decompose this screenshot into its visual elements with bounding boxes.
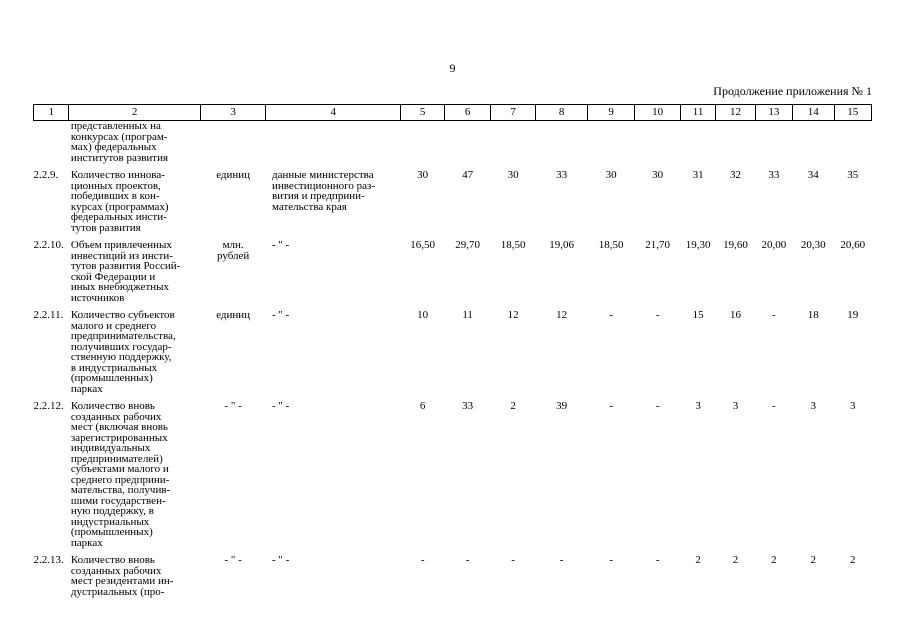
indicator-name: Количество субъектов малого и среднего предпринимательства, получивших государ- ственную поддержку, в индустриальных (промышленных) парках [70, 309, 176, 395]
value-cell [400, 121, 444, 164]
table-row [34, 303, 872, 394]
indicators-table [33, 104, 872, 597]
unit-of-measure: - " - [224, 400, 242, 412]
value-cell: - [609, 554, 613, 566]
unit-of-measure [200, 121, 266, 164]
value-cell [536, 121, 588, 164]
value-cell [490, 121, 535, 164]
value-cell: 3 [695, 400, 701, 412]
value-cell: 2 [695, 554, 701, 566]
value-cell: 3 [732, 400, 739, 412]
page-number: 9 [449, 61, 456, 75]
unit-of-measure: единиц [216, 169, 251, 181]
value-cell: 16,50 [410, 239, 436, 251]
value-cell [755, 121, 792, 164]
row-number [34, 121, 69, 164]
col-header-1: 1 [34, 105, 69, 121]
value-cell: 47 [462, 169, 474, 181]
value-cell: - [465, 554, 470, 566]
continuation-label: Продолжение приложения № 1 [713, 84, 872, 98]
value-cell: 11 [462, 309, 473, 321]
col-header-8: 8 [536, 105, 588, 121]
value-cell: 15 [692, 309, 704, 321]
value-cell: 18,50 [500, 239, 526, 251]
value-cell: 20,30 [800, 239, 826, 251]
value-cell [716, 121, 755, 164]
value-cell: 31 [692, 169, 704, 181]
value-cell: - [609, 309, 613, 321]
indicator-name: Объем привлеченных инвестиций из инсти- тутов развития Россий- ской Федерации и иных внебюджетных источников [70, 239, 181, 304]
indicator-name: Количество вновь созданных рабочих мест резидентами ин- дустриальных (про- [70, 554, 174, 598]
value-cell: 2 [810, 554, 817, 566]
col-header-3: 3 [200, 105, 266, 121]
table-body [34, 121, 872, 598]
unit-of-measure: единиц [216, 309, 251, 321]
value-cell: - [772, 400, 776, 412]
value-cell: 19,60 [723, 239, 748, 251]
row-number: 2.2.12. [33, 400, 64, 412]
row-number: 2.2.13. [33, 554, 64, 566]
data-source: - " - [271, 554, 290, 566]
col-header-11: 11 [680, 105, 715, 121]
value-cell: 12 [556, 309, 568, 321]
col-header-9: 9 [587, 105, 635, 121]
table-row [34, 233, 872, 303]
data-source: - " - [271, 400, 290, 412]
data-source: данные министерства инвестиционного раз- вития и предприни- мательства края [271, 169, 376, 213]
value-cell: - [420, 554, 425, 566]
unit-of-measure: - " - [224, 554, 242, 566]
value-cell: 30 [417, 169, 429, 181]
value-cell: - [609, 400, 613, 412]
value-cell: 2 [510, 400, 516, 412]
col-header-13: 13 [755, 105, 792, 121]
value-cell: 33 [556, 169, 568, 181]
row-number: 2.2.9. [33, 169, 59, 181]
row-number: 2.2.11. [33, 309, 64, 321]
value-cell: 3 [850, 400, 856, 412]
data-source: - " - [271, 309, 290, 321]
value-cell: 29,70 [455, 239, 480, 251]
value-cell: 32 [729, 169, 741, 181]
value-cell: 3 [810, 400, 817, 412]
value-cell: 16 [729, 309, 741, 321]
value-cell [793, 121, 834, 164]
value-cell: 18 [807, 309, 819, 321]
unit-of-measure: млн. рублей [216, 239, 250, 262]
col-header-5: 5 [400, 105, 444, 121]
value-cell: 39 [556, 400, 568, 412]
col-header-7: 7 [490, 105, 535, 121]
value-cell: 19,06 [549, 239, 574, 251]
col-header-2: 2 [69, 105, 200, 121]
data-source [266, 121, 400, 164]
value-cell: - [511, 554, 515, 566]
value-cell: 18,50 [598, 239, 624, 251]
value-cell: 20,60 [840, 239, 866, 251]
value-cell: - [655, 309, 660, 321]
col-header-14: 14 [793, 105, 834, 121]
table-row [34, 394, 872, 548]
value-cell: 19,30 [685, 239, 711, 251]
table-row [34, 548, 872, 597]
value-cell: - [655, 400, 660, 412]
value-cell [635, 121, 680, 164]
value-cell [445, 121, 490, 164]
col-header-10: 10 [635, 105, 680, 121]
value-cell [834, 121, 871, 164]
data-source: - " - [271, 239, 290, 251]
value-cell: 19 [847, 309, 859, 321]
indicator-name: Количество вновь созданных рабочих мест (включая вновь зарегистрированных индивидуальных предпринимателей) субъектами малого и среднего предприни- мательства, получив- шими государствен- ную поддержку, в индустриальных (промышленных) парках [70, 400, 171, 549]
table-row [34, 121, 872, 164]
indicator-name: представленных на конкурсах (програм- мах) федеральных институтов развития [70, 120, 169, 164]
value-cell [680, 121, 715, 164]
value-cell: 2 [771, 554, 777, 566]
value-cell: 30 [507, 169, 519, 181]
value-cell: 10 [417, 309, 429, 321]
col-header-6: 6 [445, 105, 490, 121]
value-cell: 35 [847, 169, 859, 181]
value-cell: 12 [507, 309, 519, 321]
value-cell: 21,70 [645, 239, 671, 251]
value-cell: - [559, 554, 564, 566]
value-cell: 33 [768, 169, 780, 181]
value-cell: - [655, 554, 660, 566]
table-row [34, 163, 872, 233]
value-cell: 30 [605, 169, 617, 181]
col-header-12: 12 [716, 105, 755, 121]
value-cell: 2 [850, 554, 856, 566]
col-header-15: 15 [834, 105, 871, 121]
indicator-name: Количество иннова- ционных проектов, победивших в кон- курсах (программах) федеральных инсти- тутов развития [70, 169, 169, 234]
value-cell: - [772, 309, 776, 321]
value-cell: 34 [807, 169, 819, 181]
col-header-4: 4 [266, 105, 400, 121]
row-number: 2.2.10. [33, 239, 64, 251]
value-cell: 6 [419, 400, 426, 412]
value-cell: 33 [462, 400, 474, 412]
value-cell: 20,00 [761, 239, 787, 251]
value-cell: 30 [652, 169, 664, 181]
value-cell [587, 121, 635, 164]
value-cell: 2 [732, 554, 739, 566]
header-row [34, 105, 872, 121]
